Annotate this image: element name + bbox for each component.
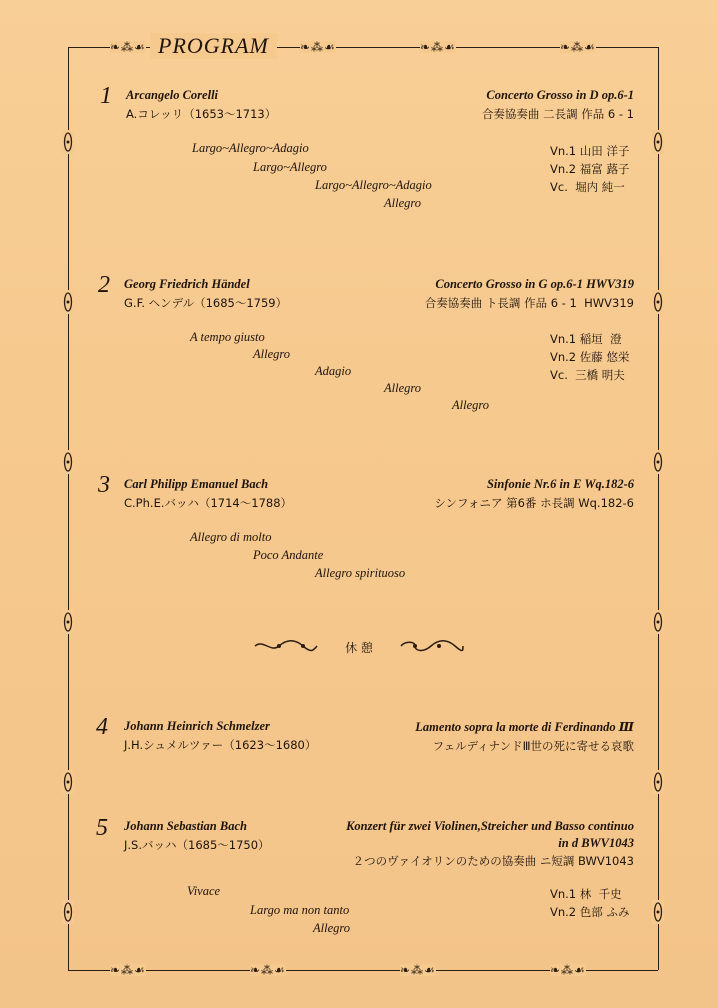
movement: Vivace xyxy=(187,884,221,898)
ornament-flourish-icon: ❧⁂☙ xyxy=(110,963,146,977)
performer: Vn.2 福富 蕗子 xyxy=(550,162,630,176)
ornament-vertical-icon xyxy=(652,450,664,474)
ornament-vertical-icon xyxy=(652,290,664,314)
movement: Largo~Allegro~Adagio xyxy=(192,141,309,155)
composer-name: Arcangelo Corelli xyxy=(126,88,219,102)
ornament-flourish-icon: ❧⁂☙ xyxy=(300,40,336,54)
ornament-flourish-icon: ❧⁂☙ xyxy=(400,963,436,977)
work-title-jp: シンフォニア 第6番 ホ長調 Wq.182-6 xyxy=(434,496,634,510)
piece-number: 3 xyxy=(98,472,110,498)
composer-name: Georg Friedrich Händel xyxy=(124,277,250,291)
piece-number: 4 xyxy=(96,714,108,740)
ornament-vertical-icon xyxy=(62,610,74,634)
movement: Allegro xyxy=(452,398,490,412)
work-title-jp: フェルディナンドⅢ世の死に寄せる哀歌 xyxy=(432,739,634,753)
work-title: Concerto Grosso in G op.6-1 HWV319 xyxy=(435,277,634,291)
swirl-ornament-icon xyxy=(253,639,319,656)
movement: Largo~Allegro~Adagio xyxy=(315,178,432,192)
performer: Vn.1 稲垣 澄 xyxy=(550,332,622,346)
performer: Vn.1 林 千史 xyxy=(550,887,622,901)
ornament-vertical-icon xyxy=(62,130,74,154)
movement: Allegro xyxy=(313,921,351,935)
page-title: PROGRAM xyxy=(150,33,277,59)
ornament-vertical-icon xyxy=(652,130,664,154)
work-title: Concerto Grosso in D op.6-1 xyxy=(486,88,634,102)
performer: Vn.2 佐藤 悠栄 xyxy=(550,350,630,364)
composer-name: Johann Sebastian Bach xyxy=(124,819,247,833)
work-title: Konzert für zwei Violinen,Streicher und Basso continuo xyxy=(346,819,634,833)
work-title-line2: in d BWV1043 xyxy=(558,836,634,850)
movement: Allegro di molto xyxy=(190,530,272,544)
ornament-vertical-icon xyxy=(62,450,74,474)
composer-name-jp: G.F. ヘンデル（1685～1759） xyxy=(124,296,288,310)
work-title: Sinfonie Nr.6 in E Wq.182-6 xyxy=(486,477,634,491)
composer-name-jp: C.Ph.E.バッハ（1714～1788） xyxy=(124,496,293,510)
movement: Allegro xyxy=(384,196,422,210)
movement: Poco Andante xyxy=(253,548,324,562)
ornament-vertical-icon xyxy=(652,610,664,634)
work-title-jp: ２つのヴァイオリンのための協奏曲 ニ短調 BWV1043 xyxy=(352,854,634,868)
frame-left-border xyxy=(68,47,69,970)
performer: Vn.2 色部 ふみ xyxy=(550,905,630,919)
composer-name-jp: J.S.バッハ（1685～1750） xyxy=(124,838,270,852)
intermission-divider xyxy=(0,639,718,656)
piece-number: 1 xyxy=(100,83,112,109)
movement: Allegro xyxy=(384,381,422,395)
composer-name-jp: J.H.シュメルツァー（1623～1680） xyxy=(124,738,317,752)
ornament-vertical-icon xyxy=(62,290,74,314)
movement: Allegro xyxy=(253,347,291,361)
movement: A tempo giusto xyxy=(190,330,265,344)
frame-right-border xyxy=(658,47,659,970)
work-title-jp: 合奏協奏曲 ト長調 作品 6 - 1 HWV319 xyxy=(424,296,634,310)
ornament-vertical-icon xyxy=(62,770,74,794)
work-title: Lamento sopra la morte di Ferdinando Ⅲ xyxy=(415,720,634,734)
movement: Largo ma non tanto xyxy=(250,903,350,917)
performer: Vc. 三橋 明夫 xyxy=(550,368,625,382)
movement: Adagio xyxy=(315,364,352,378)
composer-name: Carl Philipp Emanuel Bach xyxy=(124,477,269,491)
ornament-flourish-icon: ❧⁂☙ xyxy=(110,40,146,54)
piece-number: 5 xyxy=(96,815,108,841)
ornament-vertical-icon xyxy=(652,900,664,924)
movement: Allegro spirituoso xyxy=(315,566,406,580)
ornament-vertical-icon xyxy=(62,900,74,924)
work-title-jp: 合奏協奏曲 二長調 作品 6 - 1 xyxy=(481,107,634,121)
movement: Largo~Allegro xyxy=(253,160,327,174)
performer: Vn.1 山田 洋子 xyxy=(550,144,630,158)
piece-number: 2 xyxy=(98,272,110,298)
composer-name-jp: A.コレッリ（1653～1713） xyxy=(126,107,277,121)
composer-name: Johann Heinrich Schmelzer xyxy=(124,719,270,733)
ornament-flourish-icon: ❧⁂☙ xyxy=(250,963,286,977)
ornament-flourish-icon: ❧⁂☙ xyxy=(420,40,456,54)
ornament-vertical-icon xyxy=(652,770,664,794)
ornament-flourish-icon: ❧⁂☙ xyxy=(560,40,596,54)
performer: Vc. 堀内 純一 xyxy=(550,180,625,194)
ornament-flourish-icon: ❧⁂☙ xyxy=(550,963,586,977)
swirl-ornament-icon xyxy=(399,639,465,656)
intermission-label: 休 憩 xyxy=(345,641,373,655)
